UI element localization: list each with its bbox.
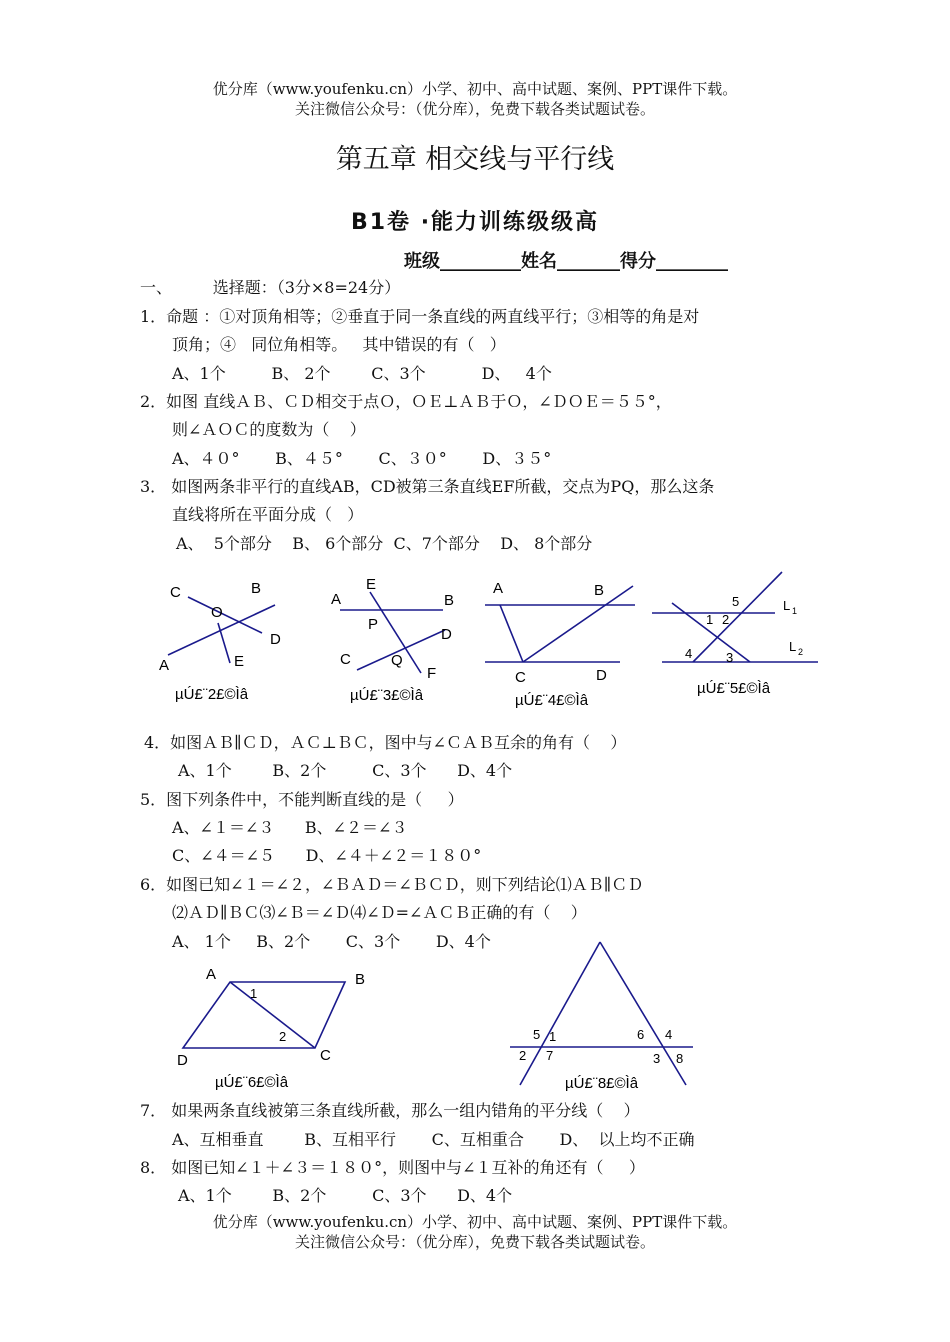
fig3-label-q: Q <box>391 652 403 669</box>
fig5-label-3: 3 <box>726 650 734 665</box>
fig5-label-2: 2 <box>722 612 730 627</box>
question-5-line-1: 5．图下列条件中，不能判断直线的是（ ） <box>140 790 464 809</box>
paper-title: B1卷 ·能力训练级级高 <box>350 210 600 235</box>
question-2-line-1: 2．如图 直线ＡＢ、ＣＤ相交于点Ｏ，ＯＥ⊥ＡＢ于Ｏ，∠ＤＯＥ＝５５°， <box>140 392 672 411</box>
fig5-label-l1-sub: 1 <box>792 606 798 616</box>
question-4-line-1: 4．如图ＡＢ∥ＣＤ，ＡＣ⊥ＢＣ，图中与∠ＣＡＢ互余的角有（ ） <box>144 733 627 752</box>
fig4-label-d: D <box>596 667 607 684</box>
fig2-label-c: C <box>170 584 181 601</box>
question-3-options: A、 5个部分 B、 6个部分 C、7个部分 D、 8个部分 <box>176 534 593 553</box>
student-info: 班级_________姓名_______得分________ <box>404 251 728 272</box>
question-2-options: A、４０° B、４５° C、３０° D、３５° <box>172 449 552 468</box>
fig8-label-4: 4 <box>665 1027 673 1042</box>
fig4-label-c: C <box>515 669 526 686</box>
fig8-label-7: 7 <box>546 1048 554 1063</box>
fig2-label-e: E <box>234 653 245 670</box>
fig6-label-1: 1 <box>250 986 258 1001</box>
fig5-caption: µÚ£¨5£©Ìâ <box>697 680 771 697</box>
question-3-line-2: 直线将所在平面分成（ ） <box>172 505 364 524</box>
fig3-caption: µÚ£¨3£©Ìâ <box>350 687 424 704</box>
fig2-label-o: O <box>211 604 223 621</box>
figure-3 <box>325 575 475 710</box>
fig3-label-b: B <box>444 592 455 609</box>
fig5-label-l2-sub: 2 <box>798 647 804 657</box>
fig3-label-f: F <box>427 665 437 682</box>
question-8-line-1: 8． 如图已知∠１＋∠３＝１８０°，则图中与∠１互补的角还有（ ） <box>140 1158 645 1177</box>
fig8-label-2: 2 <box>519 1048 527 1063</box>
question-7-options: A、互相垂直 B、互相平行 C、互相重合 D、 以上均不正确 <box>172 1130 695 1149</box>
fig6-label-c: C <box>320 1047 331 1064</box>
fig3-label-p: P <box>368 616 379 633</box>
fig8-label-8: 8 <box>676 1051 684 1066</box>
fig2-label-b: B <box>251 580 262 597</box>
fig5-label-4: 4 <box>685 646 693 661</box>
fig5-label-1: 1 <box>706 612 714 627</box>
figure-5 <box>650 565 825 700</box>
section-heading: 一、 选择题：（3分×8=24分） <box>140 278 401 297</box>
question-5-options-2: C、∠４＝∠５ D、∠４＋∠２＝１８０° <box>172 846 482 865</box>
question-3-line-1: 3． 如图两条非平行的直线AB，CD被第三条直线EF所截，交点为PQ，那么这条 <box>140 477 715 496</box>
fig3-label-c: C <box>340 651 351 668</box>
fig6-label-b: B <box>355 971 366 988</box>
fig8-label-5: 5 <box>533 1027 541 1042</box>
figure-4 <box>480 575 640 710</box>
fig6-label-d: D <box>177 1052 188 1069</box>
fig8-label-6: 6 <box>637 1027 645 1042</box>
question-4-options: A、1个 B、2个 C、3个 D、4个 <box>178 761 513 780</box>
question-2-line-2: 则∠ＡＯＣ的度数为（ ） <box>172 420 366 439</box>
fig6-label-2: 2 <box>279 1029 287 1044</box>
header-line-2: 关注微信公众号：（优分库），免费下载各类试题试卷。 <box>294 100 655 118</box>
fig2-label-a: A <box>159 657 170 674</box>
fig8-caption: µÚ£¨8£©Ìâ <box>565 1075 639 1092</box>
figure-2 <box>150 575 290 710</box>
fig8-label-1: 1 <box>549 1029 557 1044</box>
fig5-label-l1: L <box>783 598 791 613</box>
question-5-options-1: A、∠１＝∠３ B、∠２＝∠３ <box>172 818 408 837</box>
fig3-label-e: E <box>366 576 377 593</box>
fig5-label-5: 5 <box>732 594 740 609</box>
fig2-caption: µÚ£¨2£©Ìâ <box>175 686 249 703</box>
question-1-line-1: 1．命题 ：①对顶角相等；②垂直于同一条直线的两直线平行；③相等的角是对 <box>140 307 700 326</box>
fig6-label-a: A <box>206 966 217 983</box>
fig4-label-b: B <box>594 582 605 599</box>
fig8-label-3: 3 <box>653 1051 661 1066</box>
figure-8 <box>500 935 710 1095</box>
footer-line-1: 优分库（www.youfenku.cn）小学、初中、高中试题、案例、PPT课件下载。 <box>212 1213 738 1231</box>
fig3-label-a: A <box>331 591 342 608</box>
question-1-options: A、1个 B、 2个 C、3个 D、 4个 <box>172 364 552 383</box>
fig5-label-l2: L <box>789 639 797 654</box>
fig2-label-d: D <box>270 631 281 648</box>
question-7-line-1: 7． 如果两条直线被第三条直线所截，那么一组内错角的平分线（ ） <box>140 1101 640 1120</box>
fig4-caption: µÚ£¨4£©Ìâ <box>515 692 589 709</box>
question-8-options: A、1个 B、2个 C、3个 D、4个 <box>178 1186 513 1205</box>
header-line-1: 优分库（www.youfenku.cn）小学、初中、高中试题、案例、PPT课件下载。 <box>212 80 738 98</box>
fig3-label-d: D <box>441 626 452 643</box>
fig4-label-a: A <box>493 580 504 597</box>
fig6-caption: µÚ£¨6£©Ìâ <box>215 1074 289 1091</box>
footer-line-2: 关注微信公众号：（优分库），免费下载各类试题试卷。 <box>294 1233 655 1251</box>
question-6-options: A、 1个 B、2个 C、3个 D、4个 <box>172 932 491 951</box>
chapter-title: 第五章 相交线与平行线 <box>335 144 615 175</box>
question-1-line-2: 顶角；④ 同位角相等。 其中错误的有（ ） <box>172 335 506 354</box>
figure-6 <box>170 960 380 1095</box>
question-6-line-2: ⑵ＡＤ∥ＢＣ⑶∠Ｂ＝∠Ｄ⑷∠Ｄ=∠ＡＣＢ正确的有（ ） <box>172 903 587 922</box>
question-6-line-1: 6．如图已知∠１＝∠２，∠ＢＡＤ＝∠ＢＣＤ，则下列结论⑴ＡＢ∥ＣＤ <box>140 875 644 894</box>
